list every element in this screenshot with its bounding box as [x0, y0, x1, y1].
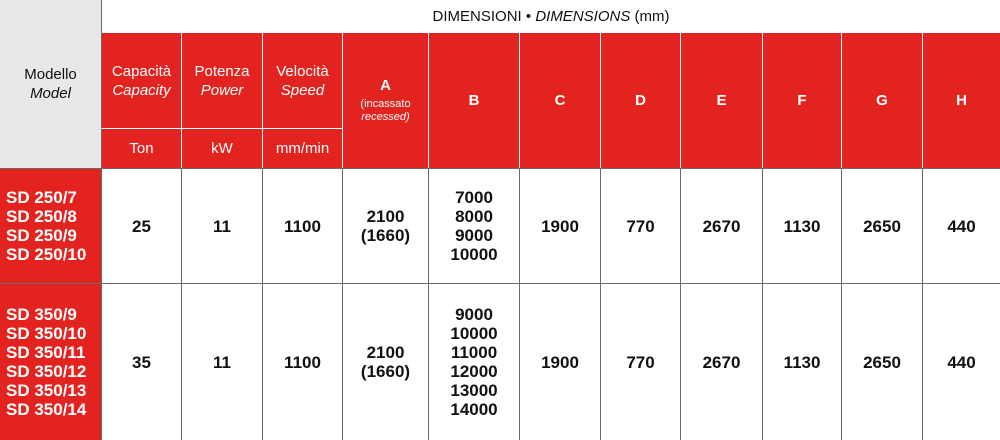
cell-e — [680, 283, 762, 440]
cell-b — [428, 168, 519, 283]
col-b-letter: B — [468, 92, 480, 109]
col-c-header — [519, 33, 600, 168]
cell-d-value: 770 — [626, 216, 655, 236]
cell-a-value: (1660) — [360, 362, 411, 381]
col-d-header — [600, 33, 680, 168]
cell-capacity-value: 25 — [132, 216, 151, 236]
cell-g-value: 2650 — [863, 216, 901, 236]
cell-g-value: 2650 — [863, 352, 901, 372]
model-cell — [0, 283, 101, 440]
model-name: SD 250/10 — [6, 245, 87, 264]
model-header-it: Modello — [24, 66, 77, 83]
power-en: Power — [200, 81, 244, 99]
cell-speed — [262, 168, 342, 283]
speed-en: Speed — [280, 81, 325, 99]
cell-h-value: 440 — [947, 352, 976, 372]
dimensions-unit: (mm) — [634, 8, 670, 25]
cell-c-value: 1900 — [541, 352, 579, 372]
dimensions-header — [101, 0, 1000, 33]
col-f-letter: F — [797, 92, 807, 109]
speed-header — [262, 33, 342, 128]
cell-capacity-value: 35 — [132, 352, 151, 372]
cell-b-value: 8000 — [455, 207, 493, 226]
model-cell — [0, 168, 101, 283]
col-e-letter: E — [716, 92, 727, 109]
cell-d — [600, 283, 680, 440]
dimensions-sep: • — [525, 8, 532, 25]
cell-b-value: 10000 — [450, 324, 498, 343]
cell-f-value: 1130 — [783, 216, 821, 236]
model-name: SD 350/9 — [6, 305, 77, 324]
cell-a-value: 2100 — [366, 207, 405, 226]
cell-h — [922, 283, 1000, 440]
col-e-header — [680, 33, 762, 168]
model-name: SD 250/9 — [6, 226, 77, 245]
model-name: SD 350/11 — [6, 343, 86, 362]
cell-a — [342, 168, 428, 283]
cell-b-value: 14000 — [450, 400, 498, 419]
cell-power-value: 11 — [213, 216, 231, 236]
capacity-it: Capacità — [111, 62, 172, 80]
cell-a-value: (1660) — [360, 226, 411, 245]
dimensions-en: DIMENSIONS — [535, 8, 631, 25]
capacity-header — [101, 33, 181, 128]
col-h-header — [922, 33, 1000, 168]
cell-speed-value: 1100 — [284, 352, 321, 372]
capacity-unit: Ton — [101, 128, 181, 168]
speed-it: Velocità — [276, 62, 329, 80]
cell-power — [181, 283, 262, 440]
cell-e-value: 2670 — [702, 352, 741, 372]
col-a-note-en: recessed) — [361, 111, 410, 123]
model-header — [0, 0, 101, 168]
model-name: SD 350/10 — [6, 324, 87, 343]
cell-a — [342, 283, 428, 440]
cell-b-value: 9000 — [455, 226, 493, 245]
cell-speed — [262, 283, 342, 440]
cell-power-value: 11 — [213, 352, 231, 372]
cell-b — [428, 283, 519, 440]
dimensions-it: DIMENSIONI — [432, 8, 522, 25]
cell-b-value: 11000 — [450, 343, 498, 362]
cell-b-value: 10000 — [450, 245, 498, 264]
cell-d — [600, 168, 680, 283]
col-a-header — [342, 33, 428, 168]
power-header — [181, 33, 262, 128]
cell-h — [922, 168, 1000, 283]
cell-f — [762, 283, 841, 440]
col-c-letter: C — [554, 92, 566, 109]
cell-e-value: 2670 — [702, 216, 741, 236]
model-name: SD 350/13 — [6, 381, 87, 400]
model-name: SD 350/12 — [6, 362, 87, 381]
model-name: SD 250/8 — [6, 207, 77, 226]
cell-power — [181, 168, 262, 283]
speed-unit: mm/min — [262, 128, 342, 168]
cell-e — [680, 168, 762, 283]
col-b-header — [428, 33, 519, 168]
model-name: SD 250/7 — [6, 188, 77, 207]
col-h-letter: H — [956, 92, 967, 109]
col-f-header — [762, 33, 841, 168]
cell-capacity — [101, 168, 181, 283]
cell-b-value: 12000 — [450, 362, 498, 381]
cell-a-value: 2100 — [366, 343, 405, 362]
col-g-header — [841, 33, 922, 168]
power-unit: kW — [181, 128, 262, 168]
col-d-letter: D — [635, 92, 646, 109]
model-header-en: Model — [30, 85, 71, 102]
cell-b-value: 13000 — [450, 381, 498, 400]
cell-b-value: 7000 — [455, 188, 493, 207]
cell-h-value: 440 — [947, 216, 976, 236]
cell-speed-value: 1100 — [284, 216, 321, 236]
col-a-note-it: (incassato — [360, 98, 411, 110]
cell-b-value: 9000 — [455, 305, 493, 324]
cell-c — [519, 168, 600, 283]
capacity-en: Capacity — [112, 81, 171, 99]
power-it: Potenza — [194, 62, 250, 80]
cell-g — [841, 283, 922, 440]
cell-f — [762, 168, 841, 283]
cell-f-value: 1130 — [783, 352, 821, 372]
col-g-letter: G — [876, 92, 888, 109]
cell-d-value: 770 — [626, 352, 655, 372]
cell-capacity — [101, 283, 181, 440]
col-a-letter: A — [380, 77, 391, 94]
model-name: SD 350/14 — [6, 400, 87, 419]
cell-c — [519, 283, 600, 440]
cell-c-value: 1900 — [541, 216, 579, 236]
cell-g — [841, 168, 922, 283]
